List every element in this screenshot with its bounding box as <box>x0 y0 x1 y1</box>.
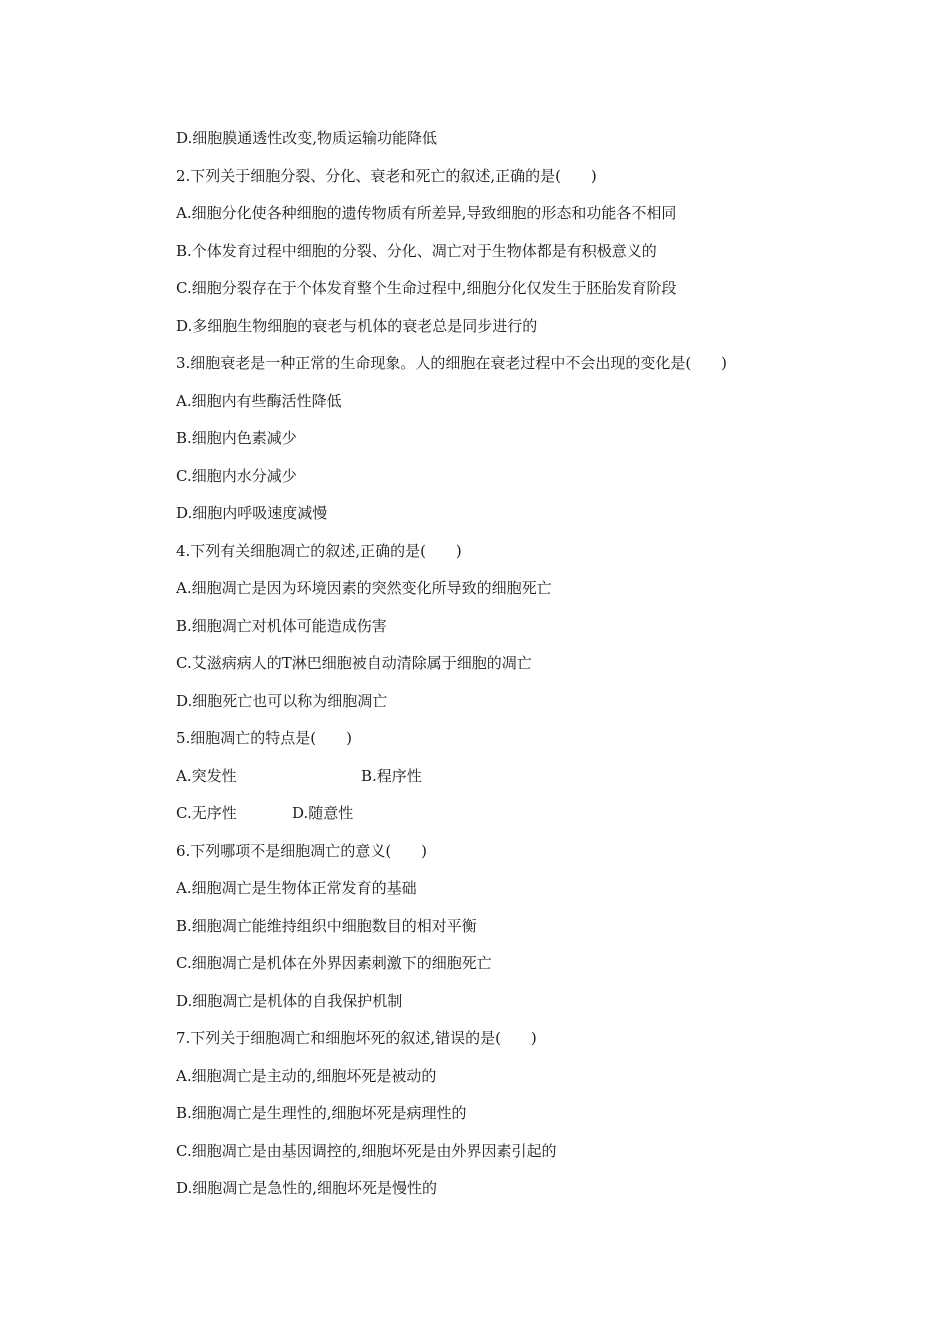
q2-option-a: A.细胞分化使各种细胞的遗传物质有所差异,导致细胞的形态和功能各不相同 <box>176 204 677 222</box>
q2-option-c: C.细胞分裂存在于个体发育整个生命过程中,细胞分化仅发生于胚胎发育阶段 <box>176 279 677 297</box>
q7-option-d: D.细胞凋亡是急性的,细胞坏死是慢性的 <box>176 1179 438 1197</box>
q7-option-b: B.细胞凋亡是生理性的,细胞坏死是病理性的 <box>176 1104 467 1122</box>
q2-stem: 2.下列关于细胞分裂、分化、衰老和死亡的叙述,正确的是( ) <box>176 166 597 185</box>
q7-option-a: A.细胞凋亡是主动的,细胞坏死是被动的 <box>176 1066 437 1085</box>
q3-option-d: D.细胞内呼吸速度减慢 <box>176 504 328 522</box>
q4-option-c: C.艾滋病病人的T淋巴细胞被自动清除属于细胞的凋亡 <box>176 654 532 672</box>
q2-option-d: D.多细胞生物细胞的衰老与机体的衰老总是同步进行的 <box>176 316 538 335</box>
q5-stem: 5.细胞凋亡的特点是( ) <box>176 729 353 747</box>
q6-option-a: A.细胞凋亡是生物体正常发育的基础 <box>176 879 417 897</box>
q5-option-b: B.程序性 <box>361 766 422 785</box>
q3-stem: 3.细胞衰老是一种正常的生命现象。人的细胞在衰老过程中不会出现的变化是( ) <box>176 354 728 372</box>
q5-options-row-2 <box>176 803 876 823</box>
q6-option-b: B.细胞凋亡能维持组织中细胞数目的相对平衡 <box>176 916 477 935</box>
q4-option-a: A.细胞凋亡是因为环境因素的突然变化所导致的细胞死亡 <box>176 579 552 597</box>
q3-option-b: B.细胞内色素减少 <box>176 429 297 447</box>
q5-option-c: C.无序性 <box>176 804 237 822</box>
q3-option-a: A.细胞内有些酶活性降低 <box>176 391 342 410</box>
q5-options-row-1 <box>176 766 876 786</box>
worksheet-page <box>176 128 876 1216</box>
q5-option-a: A.突发性 <box>176 766 237 785</box>
q4-option-b: B.细胞凋亡对机体可能造成伤害 <box>176 616 387 635</box>
q4-option-d: D.细胞死亡也可以称为细胞凋亡 <box>176 691 388 710</box>
q4-stem: 4.下列有关细胞凋亡的叙述,正确的是( ) <box>176 541 462 560</box>
q6-stem: 6.下列哪项不是细胞凋亡的意义( ) <box>176 841 428 860</box>
q1-option-d: D.细胞膜通透性改变,物质运输功能降低 <box>176 129 438 147</box>
q3-option-c: C.细胞内水分减少 <box>176 466 297 485</box>
q7-stem: 7.下列关于细胞凋亡和细胞坏死的叙述,错误的是( ) <box>176 1029 537 1047</box>
q7-option-c: C.细胞凋亡是由基因调控的,细胞坏死是由外界因素引起的 <box>176 1141 557 1160</box>
q6-option-d: D.细胞凋亡是机体的自我保护机制 <box>176 991 403 1010</box>
q6-option-c: C.细胞凋亡是机体在外界因素刺激下的细胞死亡 <box>176 954 492 972</box>
q5-option-d: D.随意性 <box>292 804 354 822</box>
q2-option-b: B.个体发育过程中细胞的分裂、分化、凋亡对于生物体都是有积极意义的 <box>176 241 657 260</box>
